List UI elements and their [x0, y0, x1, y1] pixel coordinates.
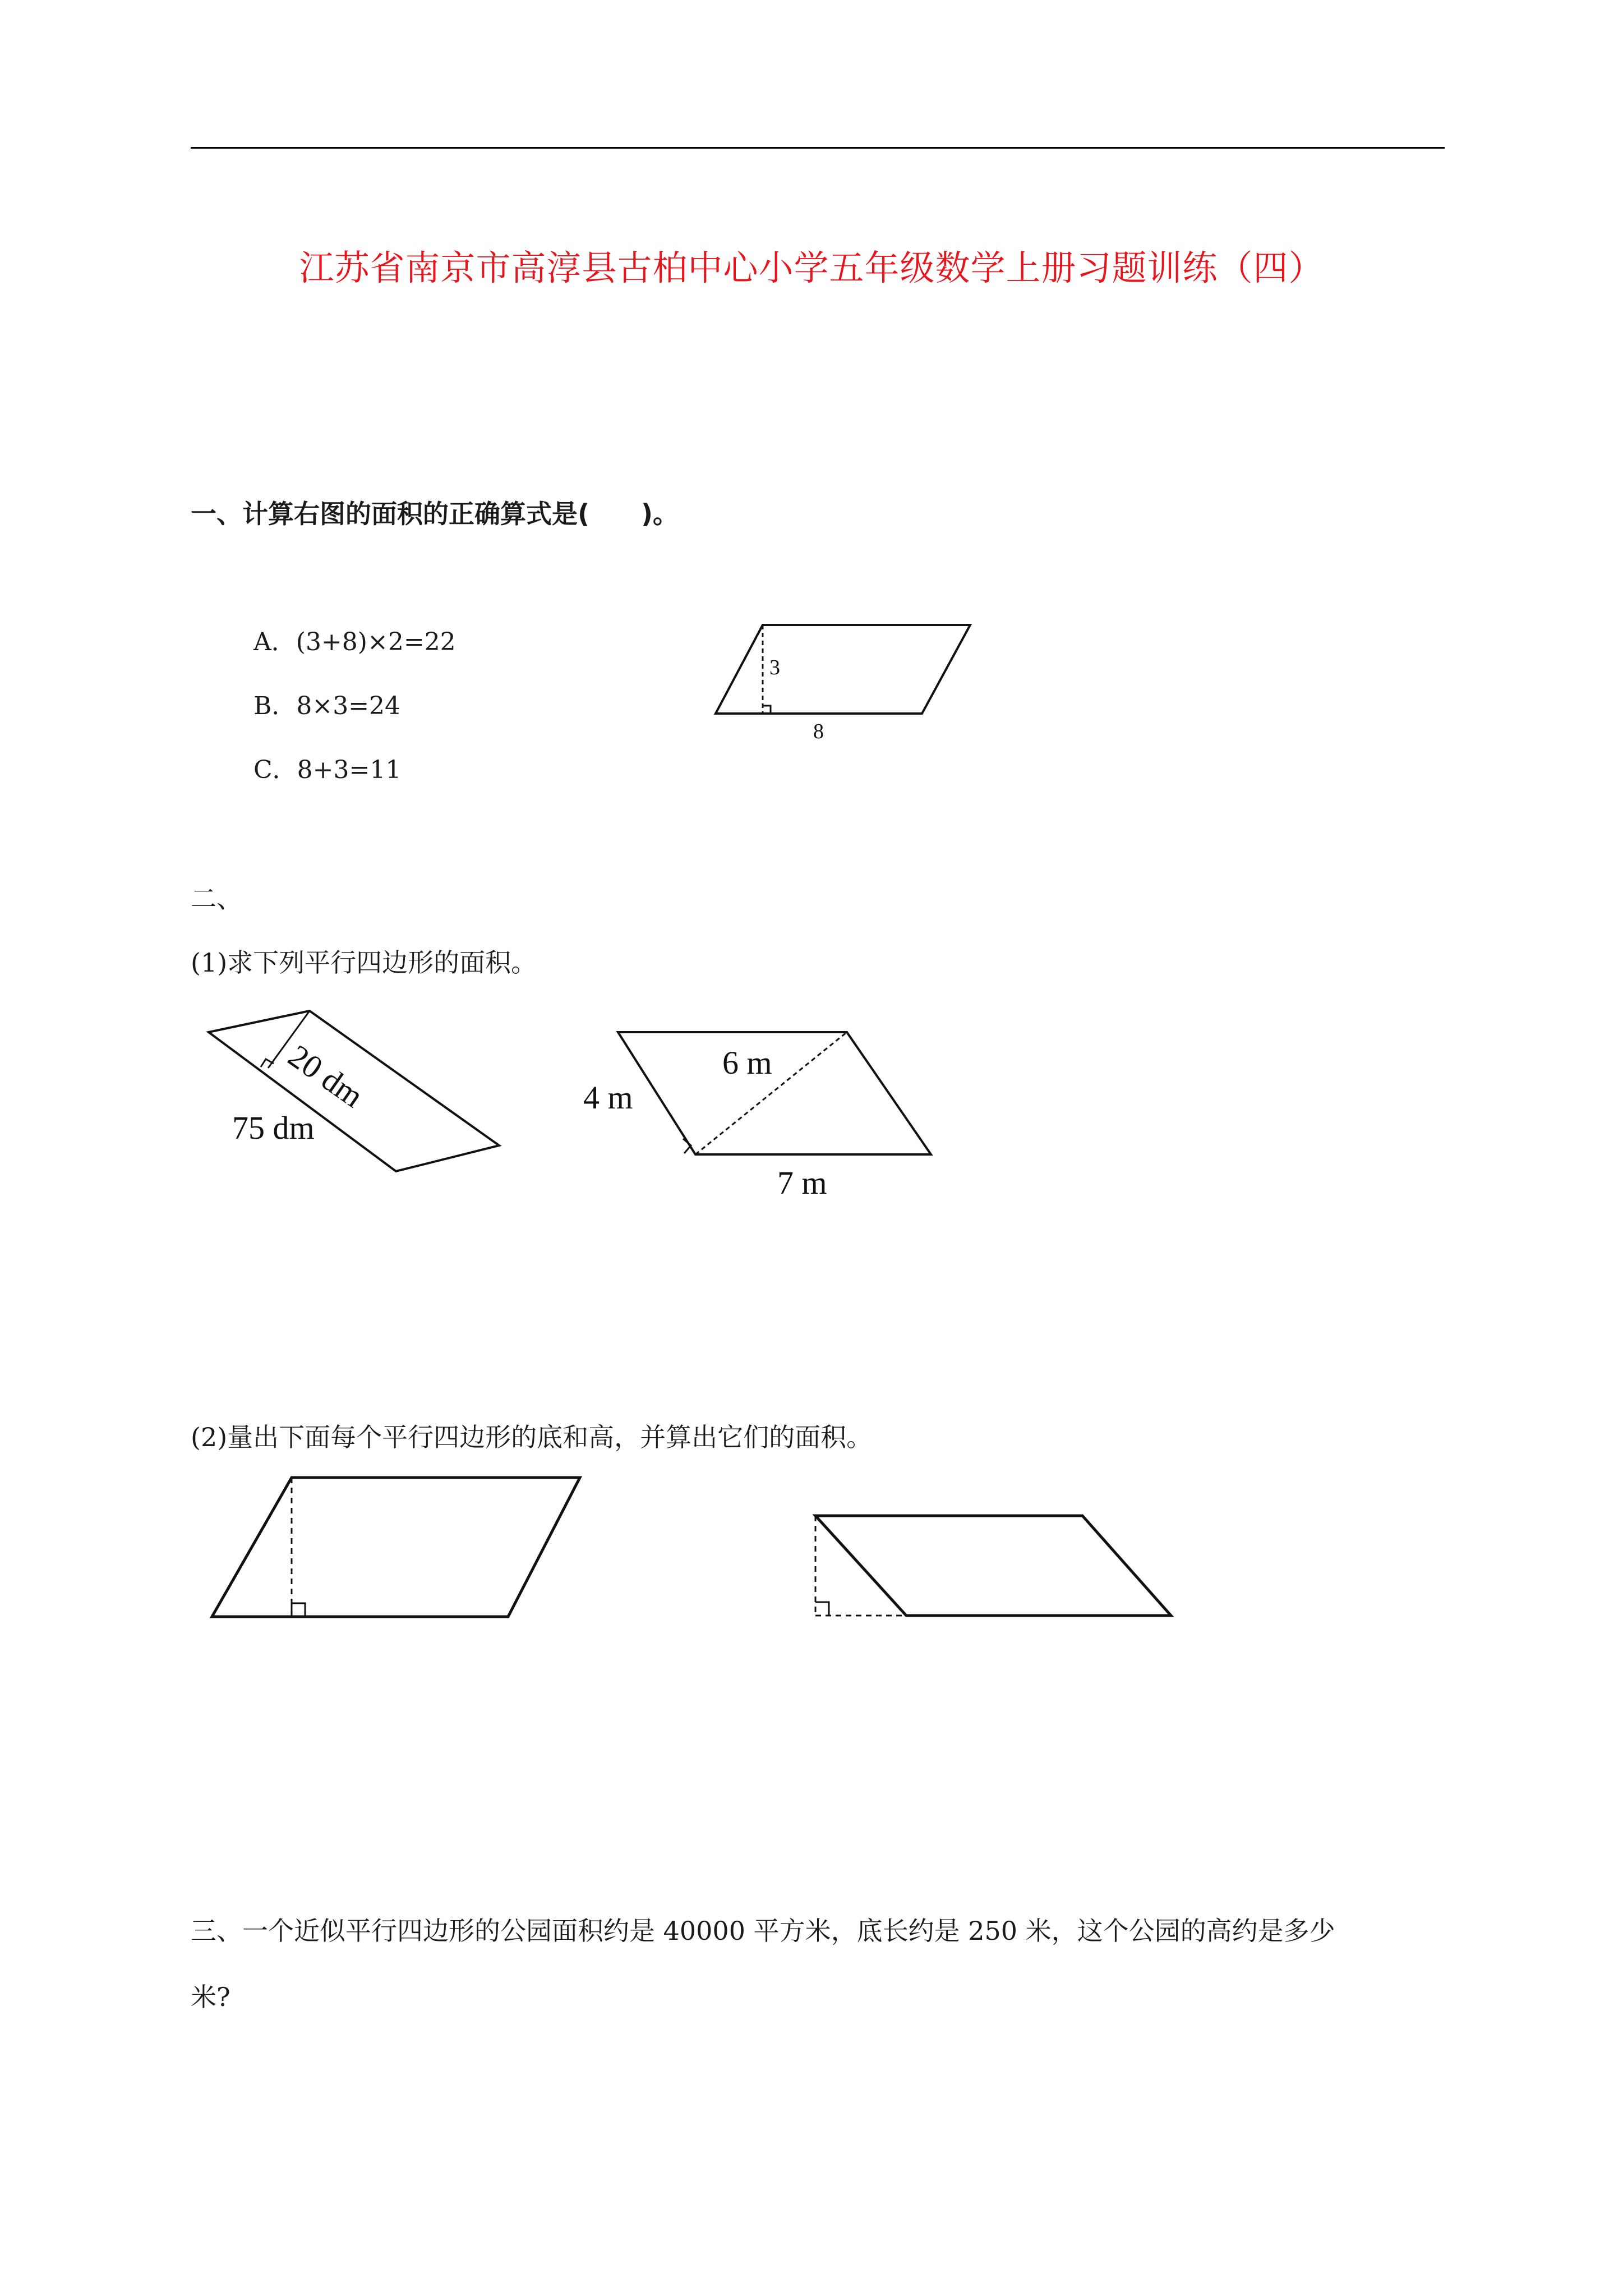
q3-line1: 三、一个近似平行四边形的公园面积约是 40000 平方米，底长约是 250 米，这个公园的高约是多少 — [191, 1916, 1335, 1946]
q2-fig-c-right-angle-mark — [292, 1603, 305, 1617]
q1-stem: 一、计算右图的面积的正确算式是( )。 — [191, 499, 679, 529]
q2-part2-stem: (2)量出下面每个平行四边形的底和高，并算出它们的面积。 — [191, 1422, 873, 1452]
q1-height-label: 3 — [769, 656, 780, 679]
q2-heading: 二、 — [191, 884, 242, 914]
q2-part1-stem: (1)求下列平行四边形的面积。 — [191, 947, 537, 978]
q2-fig-a-base-label: 75 dm — [232, 1110, 315, 1146]
q1-option-a: A．(3+8)×2=22 — [253, 628, 456, 656]
q3-line2: 米? — [191, 1982, 230, 2012]
q1-base-label: 8 — [813, 720, 824, 743]
q2-fig-d — [808, 1509, 1189, 1627]
q1-option-c: C．8+3=11 — [253, 756, 402, 784]
q2-fig-d-parallelogram — [815, 1516, 1171, 1616]
q2-fig-d-right-angle-mark — [815, 1602, 829, 1616]
q2-fig-b-parallelogram — [618, 1032, 931, 1154]
q2-fig-a — [196, 999, 510, 1184]
q2-fig-b-height-label: 4 m — [583, 1079, 633, 1116]
q1-parallelogram-figure — [707, 617, 987, 752]
q2-fig-a-right-angle-mark — [261, 1059, 274, 1067]
q2-fig-b-diag-label: 6 m — [722, 1045, 772, 1081]
q1-parallelogram — [716, 625, 970, 714]
q1-option-b: B．8×3=24 — [253, 692, 401, 720]
q2-fig-c-parallelogram — [212, 1478, 580, 1617]
q2-fig-b-base-label: 7 m — [777, 1165, 827, 1201]
header-rule — [191, 147, 1445, 149]
q2-fig-c — [202, 1470, 594, 1632]
q2-fig-a-height-label: 20 dm — [282, 1037, 370, 1115]
q1-right-angle-mark — [763, 706, 771, 714]
page-title: 江苏省南京市高淳县古柏中心小学五年级数学上册习题训练（四） — [299, 247, 1324, 288]
q2-fig-b — [583, 1015, 942, 1201]
